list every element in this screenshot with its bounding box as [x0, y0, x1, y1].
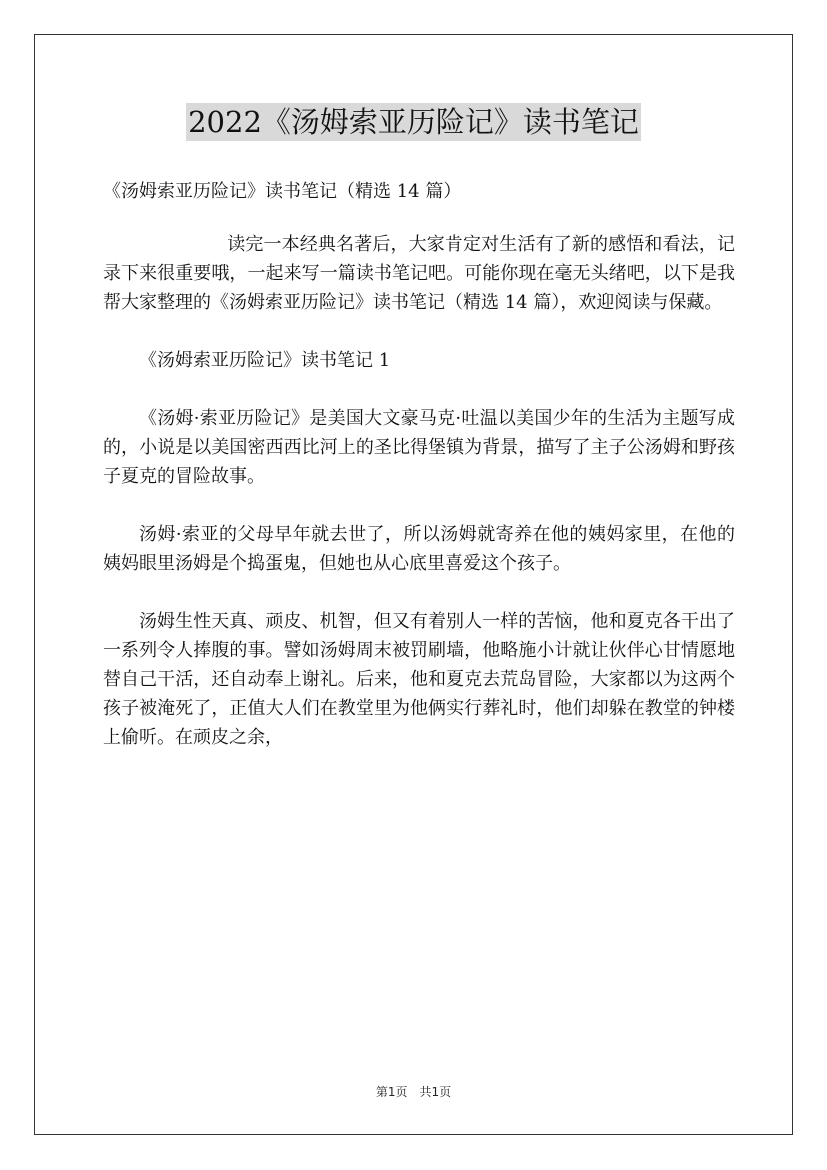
body-paragraph: 汤姆·索亚的父母早年就去世了，所以汤姆就寄养在他的姨妈家里，在他的姨妈眼里汤姆是个捣蛋鬼，但她也从心底里喜爱这个孩子。: [103, 524, 735, 574]
document-body: [103, 230, 735, 781]
document-title-text: 2022《汤姆索亚历险记》读书笔记: [188, 105, 639, 139]
body-paragraph: 《汤姆·索亚历险记》是美国大文豪马克·吐温以美国少年的生活为主题写成的，小说是以美国密西西比河上的圣比得堡镇为背景，描写了主子公汤姆和野孩子夏克的冒险故事。: [103, 408, 735, 487]
section-heading: 《汤姆索亚历险记》读书笔记 1: [139, 350, 391, 371]
page-footer: 第1页 共1页: [375, 1085, 452, 1099]
document-title: [0, 98, 827, 146]
document-subtitle: 《汤姆索亚历险记》读书笔记（精选 14 篇）: [103, 181, 462, 202]
body-paragraph: 汤姆生性天真、顽皮、机智，但又有着别人一样的苦恼，他和夏克各干出了一系列令人捧腹的事。譬如汤姆周末被罚刷墙，他略施小计就让伙伴心甘情愿地替自己干活，还自动奉上谢礼。后来，他和夏克去荒岛冒险，大家都以为这两个孩子被淹死了，正值大人们在教堂里为他俩实行葬礼时，他们却躲在教堂的钟楼上偷听。在顽皮之余，: [103, 611, 735, 748]
intro-paragraph: 读完一本经典名著后，大家肯定对生活有了新的感悟和看法，记录下来很重要哦，一起来写一篇读书笔记吧。可能你现在毫无头绪吧，以下是我帮大家整理的《汤姆索亚历险记》读书笔记（精选 14 篇），欢迎阅读与保藏。: [103, 234, 735, 313]
